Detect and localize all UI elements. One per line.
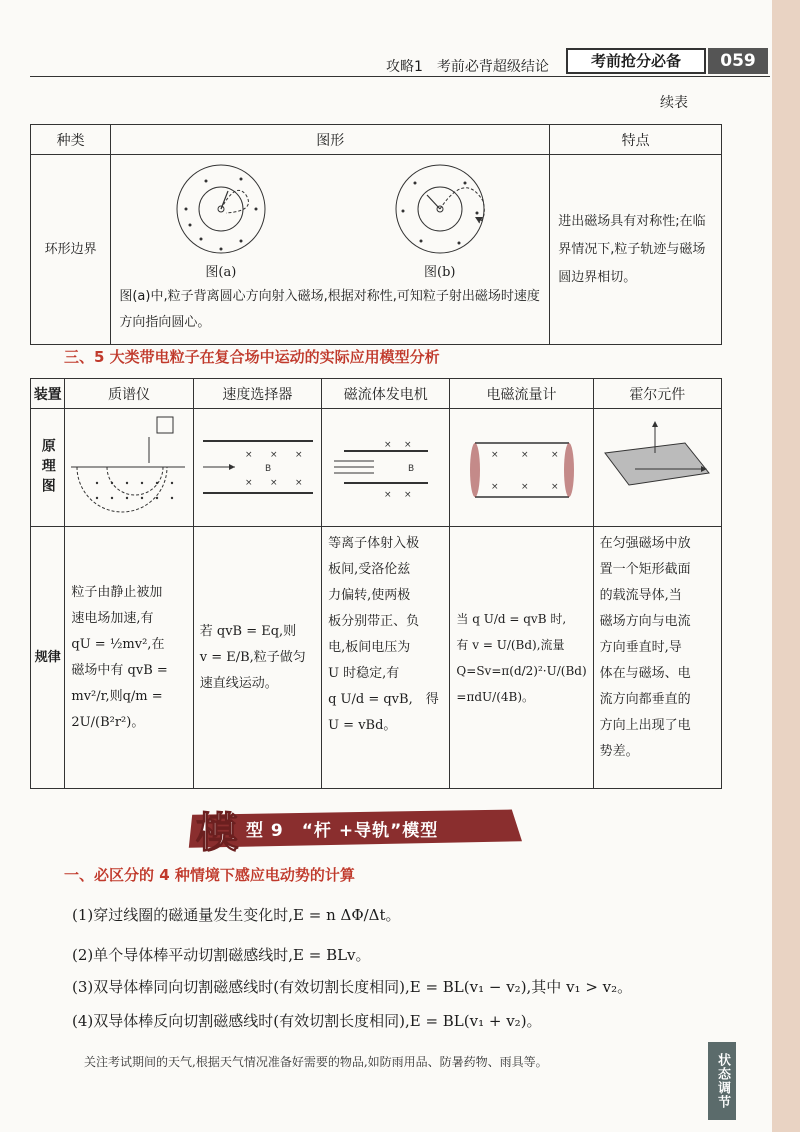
col-header-hall-element: 霍尔元件 xyxy=(593,379,721,409)
svg-text:×: × xyxy=(383,489,392,500)
row-label-ring: 环形边界 xyxy=(31,155,111,345)
footer-note: 关注考试期间的天气,根据天气情况准备好需要的物品,如防雨用品、防暑药物、雨具等。 xyxy=(84,1055,548,1069)
model-banner-char: 模 xyxy=(196,808,239,857)
rule-fm-line: Q=Sv=π(d/2)²·U/(Bd) xyxy=(456,663,587,678)
rule-hall-line: 置一个矩形截面 xyxy=(599,562,691,577)
rule-mhd-generator xyxy=(322,527,450,789)
rule-mhd-line: 力偏转,使两极 xyxy=(328,588,411,603)
svg-text:×: × xyxy=(403,489,412,500)
col-header-mass-spectrometer: 质谱仪 xyxy=(65,379,193,409)
rule-mass-spectrometer xyxy=(65,527,193,789)
item-4: (4)双导体棒反向切割磁感线时(有效切割长度相同),E = BL(v₁ + v₂)。 xyxy=(72,1012,542,1030)
svg-text:×: × xyxy=(295,477,303,488)
svg-text:B: B xyxy=(265,463,272,474)
col-header-type: 种类 xyxy=(31,125,111,155)
header-strategy: 攻略1 考前必背超级结论 xyxy=(386,59,549,75)
rule-mhd-line: U 时稳定,有 xyxy=(328,666,400,681)
svg-text:×: × xyxy=(245,449,253,460)
side-tab: 状态调节 xyxy=(708,1042,736,1120)
svg-text:×: × xyxy=(490,449,499,460)
figure-b xyxy=(385,161,495,280)
col-header-velocity-selector: 速度选择器 xyxy=(193,379,321,409)
ring-diagram-b xyxy=(385,161,495,257)
diagram-flowmeter xyxy=(450,409,593,527)
figure-a xyxy=(166,161,276,280)
rule-fm-line: 当 q U/d = qvB 时, xyxy=(456,611,567,626)
rule-ms-line: 速电场加速,有 xyxy=(71,610,154,626)
figure-cell xyxy=(111,155,550,345)
diagram-hall-element xyxy=(593,409,721,527)
svg-text:B: B xyxy=(407,463,414,474)
rule-mhd-line: 板间,受洛伦兹 xyxy=(328,562,411,577)
col-header-figure: 图形 xyxy=(111,125,550,155)
item-2: (2)单个导体棒平动切割磁感线时,E = BLv。 xyxy=(72,946,371,964)
section-title-1: 一、必区分的 4 种情境下感应电动势的计算 xyxy=(64,866,355,884)
feature-text: 进出磁场具有对称性;在临界情况下,粒子轨迹与磁场圆边界相切。 xyxy=(550,155,722,345)
col-header-feature: 特点 xyxy=(550,125,722,155)
rule-hall-line: 体在与磁场、电 xyxy=(599,666,691,681)
ring-diagram-a xyxy=(166,161,276,257)
svg-text:×: × xyxy=(550,449,559,460)
header-section-box: 考前抢分必备 xyxy=(566,48,706,74)
row-label-rule: 规律 xyxy=(31,527,65,789)
rule-mhd-line: 电,板间电压为 xyxy=(328,640,411,655)
svg-text:×: × xyxy=(383,439,392,450)
caption-b: 图(b) xyxy=(424,265,456,280)
application-models-table xyxy=(30,378,722,789)
caption-a: 图(a) xyxy=(205,265,237,280)
rule-hall-line: 方向垂直时,导 xyxy=(599,640,682,655)
col-header-mhd-generator: 磁流体发电机 xyxy=(322,379,450,409)
rule-fm-line: =πdU/(4B)。 xyxy=(456,689,535,704)
svg-text:×: × xyxy=(245,477,253,488)
item-1: (1)穿过线圈的磁通量发生变化时,E = n ΔΦ/Δt。 xyxy=(72,906,401,924)
diagram-velocity-selector xyxy=(193,409,321,527)
rule-hall-line: 方向上出现了电 xyxy=(599,718,691,733)
diagram-mass-spectrometer xyxy=(65,409,193,527)
rule-velocity-selector xyxy=(193,527,321,789)
item-3: (3)双导体棒同向切割磁感线时(有效切割长度相同),E = BL(v₁ − v₂),其中 v₁ > v₂。 xyxy=(72,978,633,996)
model-banner-title: 型 9 “杆 +导轨”模型 xyxy=(246,821,439,841)
ring-boundary-table xyxy=(30,124,722,345)
rule-mhd-line: 板分别带正、负 xyxy=(328,614,420,629)
svg-text:×: × xyxy=(403,439,412,450)
rule-hall-line: 在匀强磁场中放 xyxy=(599,536,691,551)
svg-text:×: × xyxy=(295,449,303,460)
header-rule xyxy=(30,76,770,77)
svg-text:×: × xyxy=(270,449,278,460)
rule-fm-line: 有 v = U/(Bd),流量 xyxy=(456,637,565,652)
rule-ms-line: qU = ½mv²,在 xyxy=(71,636,165,652)
page-edge xyxy=(772,0,800,1132)
svg-text:×: × xyxy=(520,449,529,460)
rule-vs-line: 速直线运动。 xyxy=(199,675,278,691)
rule-hall-line: 势差。 xyxy=(599,744,639,759)
section-title-3: 三、5 大类带电粒子在复合场中运动的实际应用模型分析 xyxy=(64,348,440,366)
diagram-mhd-generator xyxy=(322,409,450,527)
col-header-device: 装置 xyxy=(31,379,65,409)
rule-mhd-line: 等离子体射入极 xyxy=(328,536,420,551)
rule-flowmeter xyxy=(450,527,593,789)
rule-vs-line: v = E/B,粒子做匀 xyxy=(199,649,306,665)
rule-hall-element xyxy=(593,527,721,789)
rule-hall-line: 流方向都垂直的 xyxy=(599,692,691,707)
page-number: 059 xyxy=(708,48,768,74)
row-label-diagram: 原理图 xyxy=(31,409,65,527)
rule-vs-line: 若 qvB = Eq,则 xyxy=(199,623,297,639)
rule-mhd-line: U = vBd。 xyxy=(328,718,397,733)
rule-ms-line: mv²/r,则q/m = 2U/(B²r²)。 xyxy=(71,688,163,730)
rule-mhd-line: q U/d = qvB, 得 xyxy=(328,692,439,707)
rule-hall-line: 磁场方向与电流 xyxy=(599,614,691,629)
continued-label: 续表 xyxy=(660,95,688,111)
svg-text:×: × xyxy=(520,481,529,492)
svg-text:×: × xyxy=(490,481,499,492)
col-header-flowmeter: 电磁流量计 xyxy=(450,379,593,409)
figure-description: 图(a)中,粒子背离圆心方向射入磁场,根据对称性,可知粒子射出磁场时速度方向指向圆心。 xyxy=(119,289,540,330)
rule-ms-line: 磁场中有 qvB = xyxy=(71,662,168,678)
svg-text:×: × xyxy=(550,481,559,492)
rule-hall-line: 的载流导体,当 xyxy=(599,588,682,603)
rule-ms-line: 粒子由静止被加 xyxy=(71,584,163,600)
svg-text:×: × xyxy=(270,477,278,488)
